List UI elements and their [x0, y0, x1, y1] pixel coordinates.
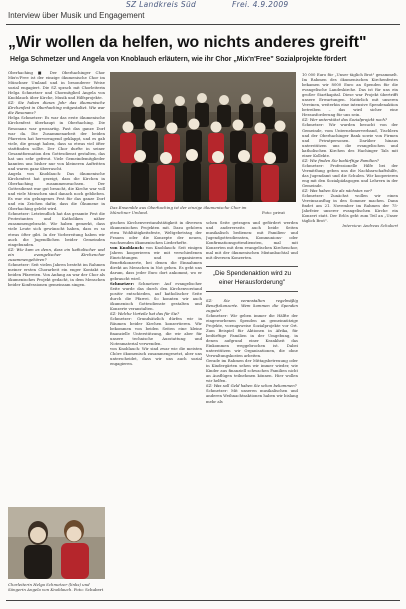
choir-photo-image	[110, 72, 296, 202]
answer: Schmetzer: Grundsätzlich dürfen wir in Räumen beider Kirchen konzertieren. Wir bekommen von beiden Seiten eine kleine finanzielle Unterstützung, die wir aber für unsere technische Ausstattung und Notenmaterial verwenden.	[110, 315, 202, 347]
handwritten-publication-note: SZ Landkreis Süd	[126, 0, 197, 9]
question: SZ: Was haben Sie als nächstes vor?	[302, 188, 373, 194]
answer: Schmetzer: Professionelle Hilfe bei der Vermittlung geben uns die Nachbarschaftshilfe, das Jugendamt und die Schulen. Wir kooperieren eng mit den Sozialpädagogen und Lehrern in der Gemeinde.	[302, 162, 398, 189]
portrait-photo-image	[8, 507, 105, 579]
bottom-rule	[6, 600, 400, 601]
answer: von Knoblauch: Wir sind zwar wie die meisten Chöre ökumenisch zusammengesetzt, aber uns unterscheidet, dass wir uns auch sozial engagieren.	[110, 346, 202, 367]
answer: Schmetzer: Mit unseren musikalischen und anderen Weihnachtsaktionen haben wir bislang mehr als	[206, 388, 298, 404]
headline: „Wir wollen da helfen, wo nichts anderes greift"	[8, 34, 367, 51]
photo-credit: Foto: privat	[262, 210, 285, 215]
answer: Angela von Knoblauch: Das ökumenische Kirchenfest hat gezeigt, dass die Kirchen in Oberhaching zusammenwachsen. Der Gottesdienst war gut besucht, die Kirche war voll und viele Menschen sind danach noch geblieben. Es war ein gelungenes Fest für das ganze Dorf und ein Zeichen dafür, dass die Ökumene in Oberhaching gelebt wird.	[8, 170, 105, 212]
question: SZ: Welche Vorteile hat das für Sie?	[110, 310, 180, 316]
question: SZ: Wer unterstützt das Sozialprojekt noch?	[302, 117, 388, 123]
pull-quote: „Die Spendenaktion wird zu einer Herausforderung"	[206, 266, 298, 291]
column-2	[110, 220, 202, 592]
question: SZ: Sie veranstalten regelmäßig Benefizkonzerte. Wem kommen die Spenden zugute?	[206, 297, 298, 313]
answer: schen Seite getragen und gefördert werden und andererseits auch beide Seiten musikalisch bedienen: mit Familien- und Jugendgottesdiensten, Kommunions- oder Konfirmationsgottesdiensten, mal mit Konzerten mit dem evangelischen Kirchenchor, mal mit der ökumenischen Mixtanbachtal und mit diversen Konzerten.	[206, 220, 298, 261]
subheadline: Helga Schmetzer und Angela von Knoblauch erläutern, wie ihr Chor „Mix'n'Free" Sozialprojekte fördert	[10, 56, 347, 63]
answer: von Knoblauch: von Knoblauch: Seit einigen Jahren kooperieren wir mit verschiedenen Einrichtungen und organisieren Benefizkonzerte, bei denen die Einnahmen direkt an Menschen in Not gehen. Es geht uns darum, dass jeder Euro dort ankommt, wo er gebraucht wird.	[110, 245, 202, 281]
answer: Gerade im Rahmen der Mittagsbetreuung oder in Kindergärten sehen wir immer wieder, wie Kinder aus finanziell schwachen Familien nicht an Ausflügen teilnehmen können. Hier wollen wir helfen.	[206, 358, 298, 384]
portrait-photo	[8, 507, 105, 579]
answer: Schmetzer: Zunächst wollen wir einen Vereinsausflug in den Sommer machen. Dann findet am 21. November im Rahmen der 75-Jahrfeier unserer evangelischen Kirche ein Konzert statt. Der Erlös geht zum Teil an „Unser täglich Brot".	[302, 193, 398, 224]
answer: Schmetzer: Wir wurden besucht von der Gemeinde, vom Unternehmerverband, Tischlern und der Oberhachinger Bank sowie von Firmen und Privatpersonen. Darüber hinaus unterstützen uns die evangelischen und katholischen Kirchen des Hachinger Tals mit einer Kollekte.	[302, 122, 398, 158]
answer: Schmetzer: Schmetzer: Auf evangelischer Seite wurde das durch den Kirchenvorstand positiv entschieden, auf katholischer Seite durch die Pfarrei. So konnten wir auch ökumenisch Gottesdienste gestalten und Konzerte veranstalten.	[110, 280, 202, 311]
column-1	[8, 70, 105, 502]
question: SZ: Wie finden Sie bedürftige Familien?	[302, 157, 379, 163]
intro-paragraph: Oberhaching ■ Der Oberhachinger Chor Mix'n'Free ist der einzige ökumenische Chor im Münchner Umland und in besonderer Weise sozial engagiert. Die SZ sprach mit Chorleiterin Helga Schmetzer und Chormitglied Angela von Knoblauch über Kirche, Musik und Hilfsprojekte.	[8, 70, 105, 101]
handwritten-date-note: Frei. 4.9.2009	[232, 0, 289, 9]
portrait-caption: Chorleiterin Helga Schmetzer (links) und Sängerin Angela von Knoblauch. Foto: Schubert	[8, 582, 104, 592]
answer: Schmetzer: Seit vielen Jahren besteht im Rahmen meiner ersten Chorarbeit ein enger Kontakt zu beiden Pfarreien. Von Anfang an war der Chor als ökumenisches Projekt gedacht, in dem Menschen beider Konfessionen gemeinsam singen.	[8, 261, 105, 287]
column-4	[302, 72, 398, 586]
answer: 10 000 Euro für „Unser täglich Brot" gesammelt. Im Rahmen des ökumenischen Kirchenfestes bekamen wir 8000 Euro an Spenden für die evangelische Landeskirche. Das ist für uns ein großer Startkapital. Diese war Projekt übertrifft unsere Erwartungen. Natürlich mit unseren Vereinen, weiterhin eine intensive Spendenaktion betreiben – das wird sicher eine Herausforderung für uns sein.	[302, 72, 398, 118]
answer: gischen Kirchenverstandstätigkeit in diversen ökumenischen Projekten mit. Dazu gehören etwa Wohltätigkeitsfeste, Weltgebetstag der Frauen oder die Konzepte der neuen, wachsenden ökumenischen Liederhefte.	[110, 220, 202, 246]
question: SZ: Was soll Geld haben Sie schon bekommen?	[206, 383, 297, 389]
section-rule	[6, 24, 400, 25]
photo-caption: Das Ensemble aus Oberhaching ist der einzige ökumenische Chor im Münchner Umland.	[110, 205, 247, 215]
answer: Schmetzer: Letztendlich hat das gesamte Fest die Protestanten und Katholiken näher zusammengebracht. Wir haben gemerkt, dass viele Leute sich gewünscht haben, dass es so etwas öfter gibt. In der Vorbereitung haben wir auch die Jugendlichen beider Gemeinden eingebunden.	[8, 211, 105, 247]
column-3	[206, 220, 298, 592]
question: SZ: Wie kam es denn, dass ein katholischer und ein evangelischer Kirchenchor zusammengehören?	[8, 246, 105, 262]
choir-group-photo	[110, 72, 296, 202]
answer: Schmetzer: Wir geben immer die Hälfte der eingeworbenen Spenden an gemeinnützige Projekte, vorzugsweise Sozialprojekte vor Ort. Zum Beispiel für Aktionen in Afrika, für bedürftige Familien in der Umgebung, in denen aufgrund einer Krankheit das Einkommen weggebrochen ist. Dabei unterstützen wir Organisationen, die ohne Verwaltungskosten arbeiten.	[206, 312, 298, 359]
question: SZ: Sie haben dieses Jahr das ökumenische Kirchenfest in Oberhaching mitgestaltet. Wie war die Resonanz?	[8, 100, 105, 116]
interview-credit: Interview: Andreas Schubert	[342, 223, 398, 229]
answer: Helga Schmetzer: Es war das erste ökumenische Kirchenfest überhaupt in Oberhaching. Die Resonanz war grossartig. Fast das ganze Dorf war da. Die Zusammenarbeit der beiden Pfarreien hat hervorragend geklappt, und es gab viele, die gesagt haben, dass so etwas viel öfter stattfinden sollte. Der Chor durfte in seiner Gesamtformation den Gottesdienst gestalten, das hat uns sehr gefreut. Viele Gemeindemitglieder kannten uns bisher nur von kleineren Auftritten und waren ganz überrascht.	[8, 115, 105, 171]
section-label: Interview über Musik und Engagement	[8, 11, 145, 20]
